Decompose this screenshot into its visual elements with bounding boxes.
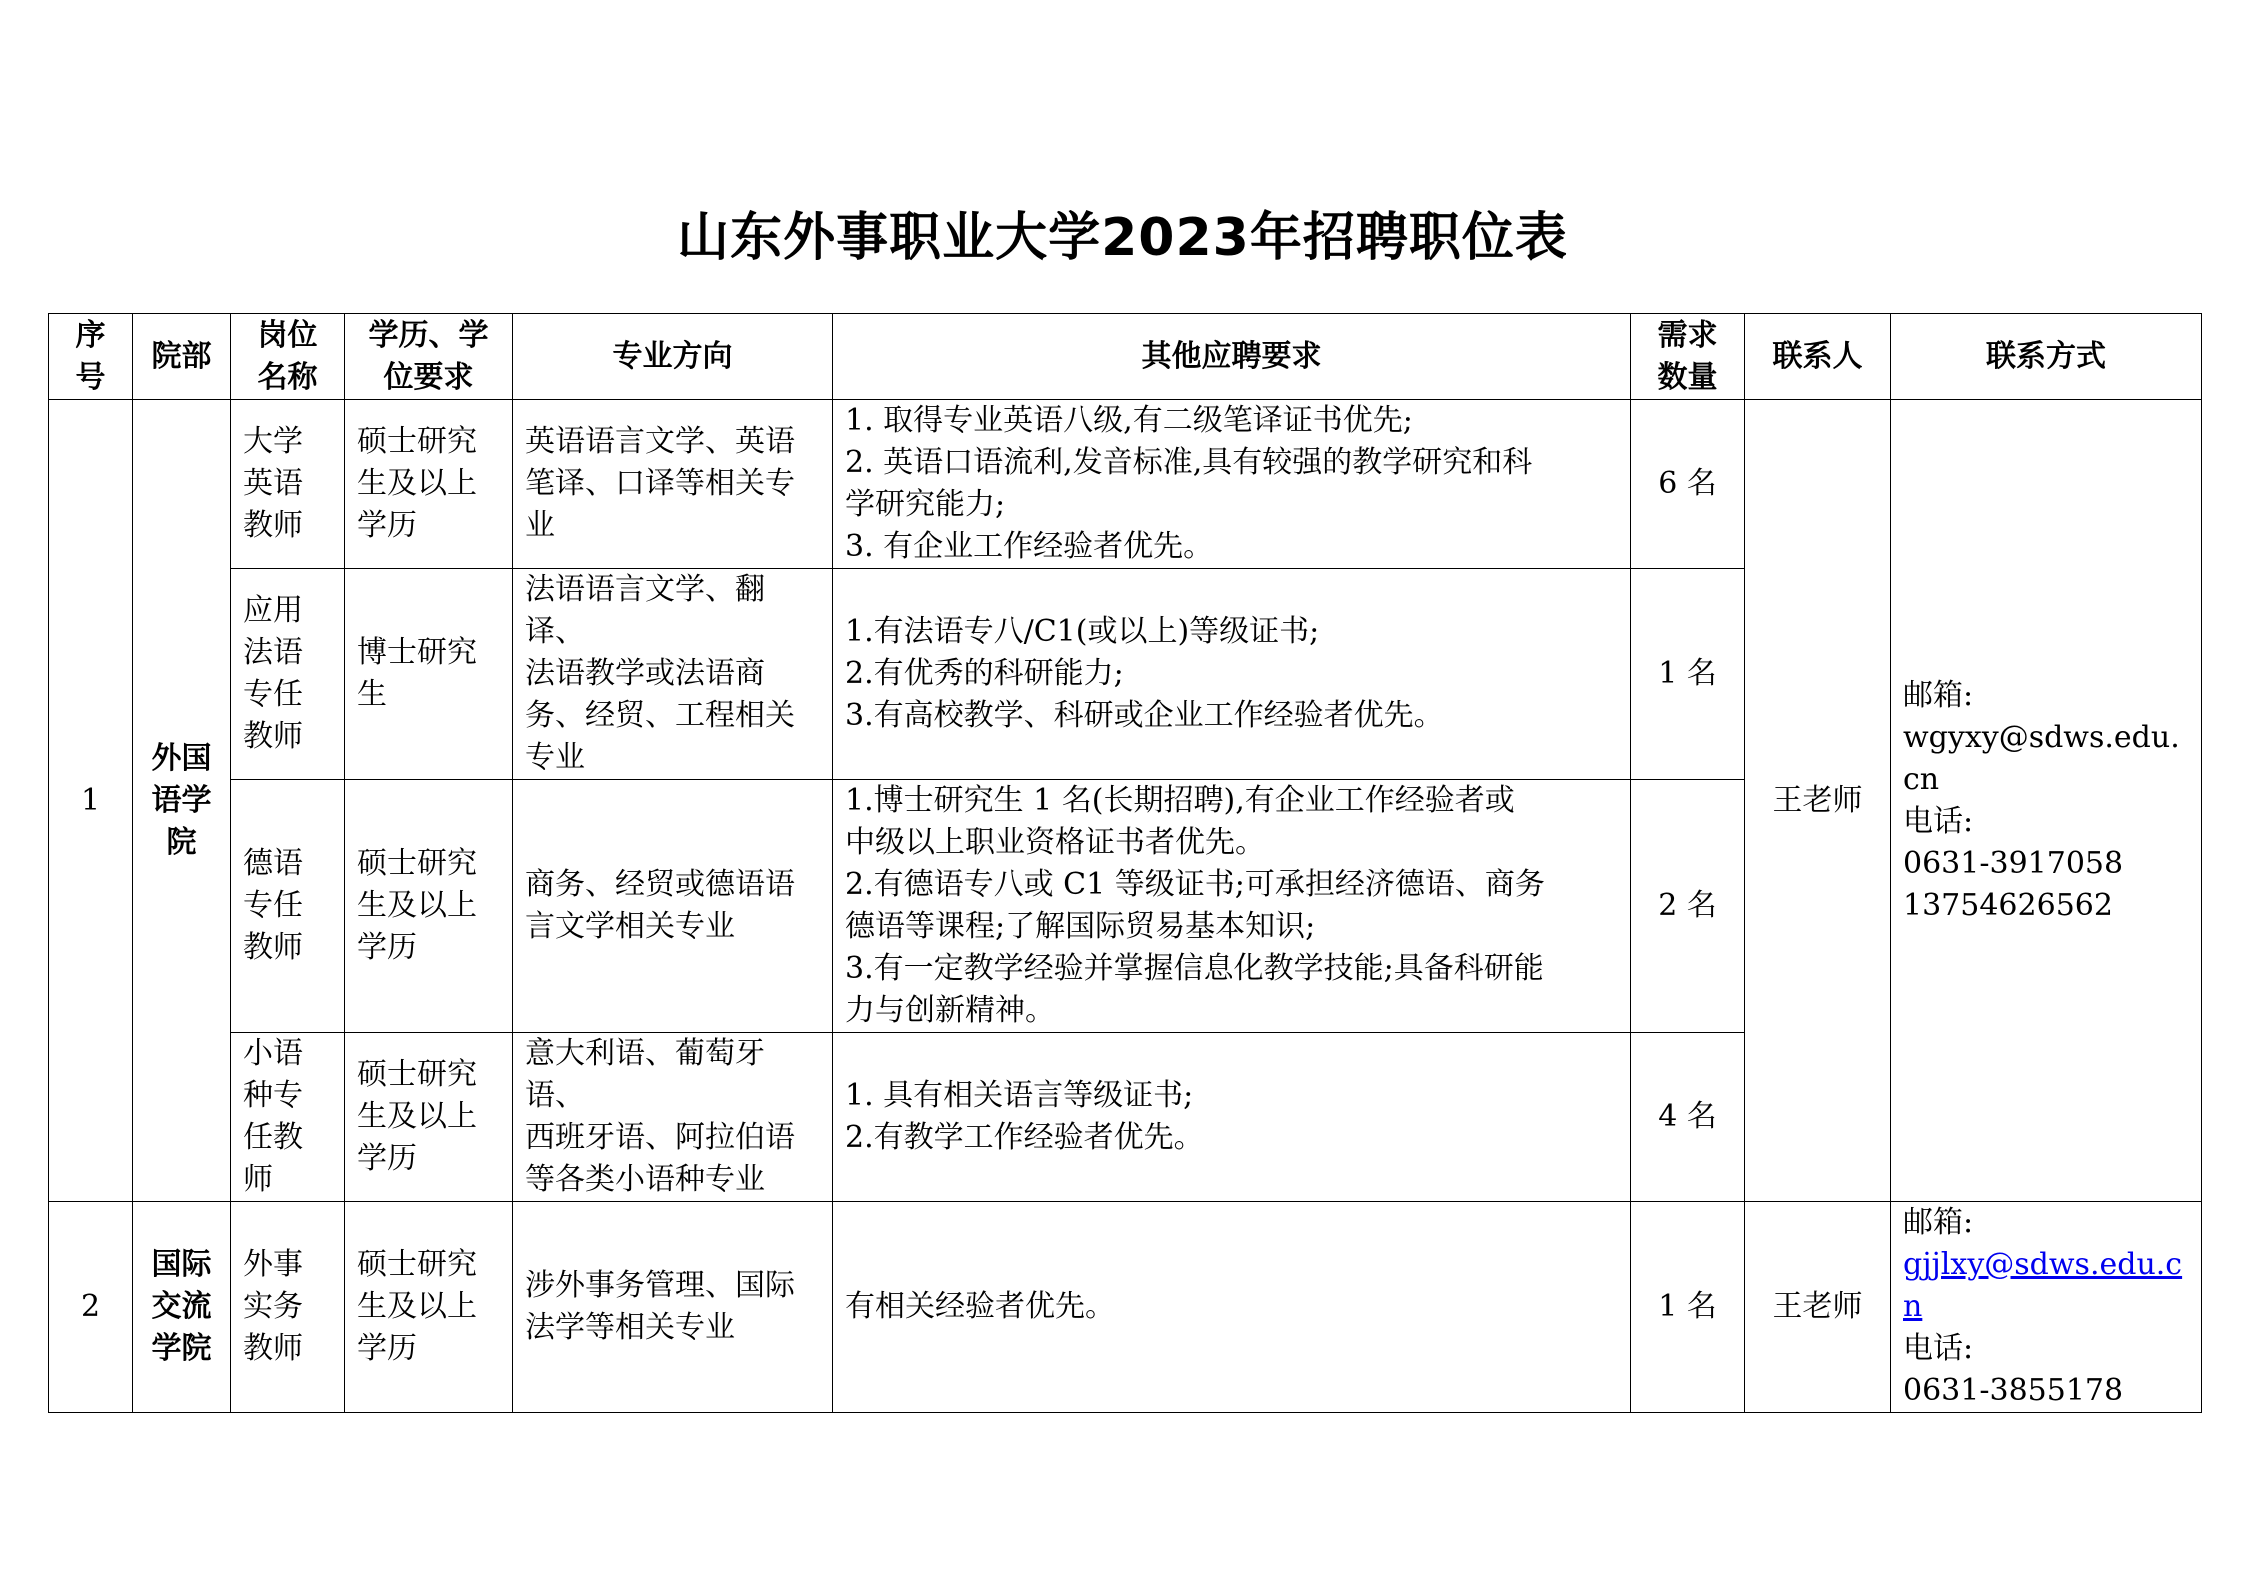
education-cell: 硕士研究 生及以上 学历 xyxy=(345,400,513,569)
recruitment-table xyxy=(48,313,2202,1413)
contact-person-cell: 王老师 xyxy=(1745,400,1891,1202)
other-requirements-cell: 1. 取得专业英语八级,有二级笔译证书优先; 2. 英语口语流利,发音标准,具有较强的教学研究和科 学研究能力; 3. 有企业工作经验者优先。 xyxy=(833,400,1631,569)
other-requirements-cell: 1.有法语专八/C1(或以上)等级证书; 2.有优秀的科研能力; 3.有高校教学、科研或企业工作经验者优先。 xyxy=(833,569,1631,780)
email-link[interactable]: wgyxy@sdws.edu.cn xyxy=(1903,719,2180,797)
education-cell: 硕士研究 生及以上 学历 xyxy=(345,780,513,1033)
education-cell: 硕士研究 生及以上 学历 xyxy=(345,1033,513,1202)
education-cell: 硕士研究 生及以上 学历 xyxy=(345,1202,513,1413)
other-requirements-cell: 有相关经验者优先。 xyxy=(833,1202,1631,1413)
education-cell: 博士研究 生 xyxy=(345,569,513,780)
count-cell: 1 名 xyxy=(1631,569,1745,780)
seq-cell: 2 xyxy=(49,1202,133,1413)
table-row xyxy=(49,1202,2202,1413)
contact-person-cell: 王老师 xyxy=(1745,1202,1891,1413)
other-requirements-cell: 1.博士研究生 1 名(长期招聘),有企业工作经验者或 中级以上职业资格证书者优先。 2.有德语专八或 C1 等级证书;可承担经济德语、商务 德语等课程;了解国际贸易基本知识; 3.有一定教学经验并掌握信息化教学技能;具备科研能 力与创新精神。 xyxy=(833,780,1631,1033)
header-contact: 联系人 xyxy=(1745,314,1891,400)
dept-cell: 国际 交流 学院 xyxy=(133,1202,231,1413)
header-row xyxy=(49,314,2202,400)
major-cell: 商务、经贸或德语语 言文学相关专业 xyxy=(513,780,833,1033)
other-requirements-cell: 1. 具有相关语言等级证书; 2.有教学工作经验者优先。 xyxy=(833,1033,1631,1202)
dept-cell: 外国 语学 院 xyxy=(133,400,231,1202)
count-cell: 4 名 xyxy=(1631,1033,1745,1202)
table-row xyxy=(49,400,2202,569)
header-major: 专业方向 xyxy=(513,314,833,400)
position-cell: 德语 专任 教师 xyxy=(231,780,345,1033)
header-dept: 院部 xyxy=(133,314,231,400)
contact-info-cell: 邮箱: gjjlxy@sdws.edu.c n 电话: 0631-3855178 xyxy=(1891,1202,2202,1413)
header-seq: 序 号 xyxy=(49,314,133,400)
seq-cell: 1 xyxy=(49,400,133,1202)
position-cell: 外事 实务 教师 xyxy=(231,1202,345,1413)
position-cell: 大学 英语 教师 xyxy=(231,400,345,569)
major-cell: 意大利语、葡萄牙语、 西班牙语、阿拉伯语 等各类小语种专业 xyxy=(513,1033,833,1202)
count-cell: 1 名 xyxy=(1631,1202,1745,1413)
header-position: 岗位 名称 xyxy=(231,314,345,400)
header-education: 学历、学 位要求 xyxy=(345,314,513,400)
page-title: 山东外事职业大学2023年招聘职位表 xyxy=(677,208,1568,268)
header-count: 需求 数量 xyxy=(1631,314,1745,400)
major-cell: 英语语言文学、英语 笔译、口译等相关专 业 xyxy=(513,400,833,569)
email-link[interactable]: gjjlxy@sdws.edu.c xyxy=(1903,1247,2183,1282)
major-cell: 法语语言文学、翻译、 法语教学或法语商 务、经贸、工程相关 专业 xyxy=(513,569,833,780)
contact-info-cell: 邮箱: wgyxy@sdws.edu.cn 电话: 0631-3917058 13754626562 xyxy=(1891,400,2202,1202)
major-cell: 涉外事务管理、国际 法学等相关专业 xyxy=(513,1202,833,1413)
count-cell: 2 名 xyxy=(1631,780,1745,1033)
header-other: 其他应聘要求 xyxy=(833,314,1631,400)
position-cell: 小语 种专 任教 师 xyxy=(231,1033,345,1202)
position-cell: 应用 法语 专任 教师 xyxy=(231,569,345,780)
email-link-continued[interactable]: n xyxy=(1903,1289,1923,1324)
count-cell: 6 名 xyxy=(1631,400,1745,569)
header-contact-info: 联系方式 xyxy=(1891,314,2202,400)
